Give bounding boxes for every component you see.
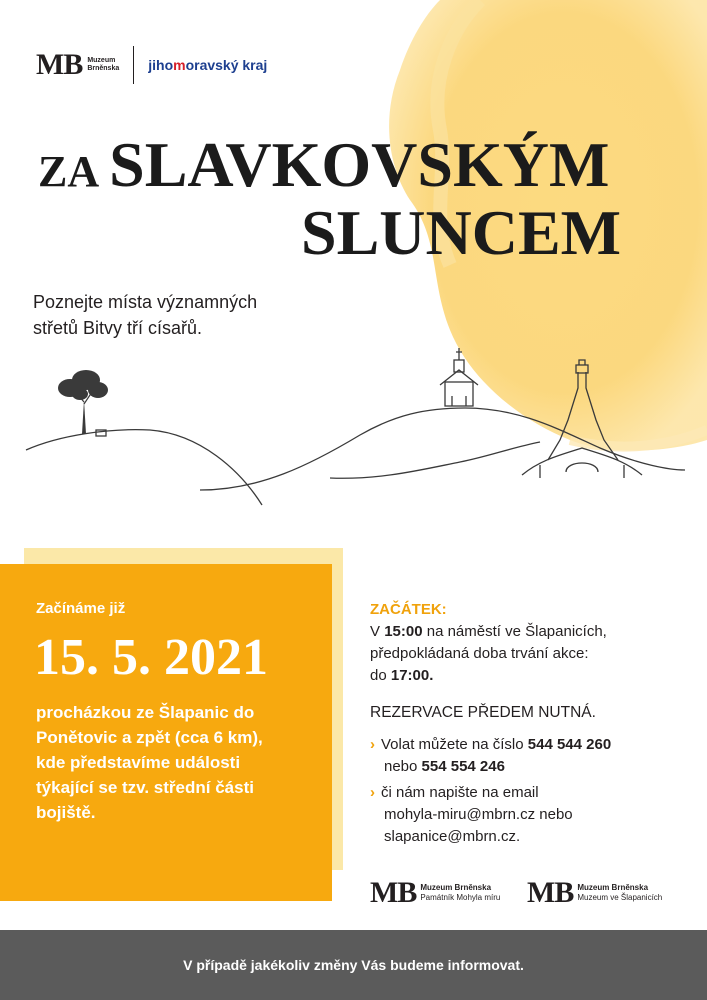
contact-email: › či nám napište na email mohyla-miru@mbrn.cz nebo slapanice@mbrn.cz. xyxy=(370,784,573,845)
email-link-2[interactable]: slapanice@mbrn.cz. xyxy=(384,828,521,845)
tree-drawing xyxy=(58,370,108,434)
event-description: procházkou ze Šlapanic do Ponětovic a zpět (cca 6 km), kde představíme události týkající se tzv. střední části bojiště. xyxy=(36,703,263,822)
logo-muzeum-slapanice: MB Muzeum Brněnska Muzeum ve Šlapanicích xyxy=(527,876,663,909)
monument-drawing xyxy=(522,360,642,478)
start-info: ZAČÁTEK: V 15:00 na náměstí ve Šlapanicích, předpokládaná doba trvání akce: do 17:00. xyxy=(370,601,607,684)
header-logos xyxy=(36,46,267,84)
landscape-illustration xyxy=(0,330,707,550)
muzeum-brnenska-logo: MB xyxy=(36,48,83,81)
reservation-note: REZERVACE PŘEDEM NUTNÁ. xyxy=(370,704,596,721)
intro-text: Začínáme již xyxy=(36,600,126,617)
chapel-body xyxy=(445,382,473,406)
start-label: ZAČÁTEK: xyxy=(370,601,447,618)
hill-left-line xyxy=(26,430,262,505)
email-link-1[interactable]: mohyla-miru@mbrn.cz xyxy=(384,806,536,823)
subtitle: Poznejte místa významných střetů Bitvy tří císařů. xyxy=(33,292,258,338)
logo-divider xyxy=(133,46,134,84)
chevron-right-icon: › xyxy=(370,736,375,753)
footer-notice: V případě jakékoliv změny Vás budeme informovat. xyxy=(0,930,707,1000)
page-title-line2: SLUNCEM xyxy=(301,197,622,268)
chevron-right-icon: › xyxy=(370,784,375,801)
page-title-line1: ZA SLAVKOVSKÝM xyxy=(38,129,610,200)
event-date: 15. 5. 2021 xyxy=(34,629,268,686)
museum-name: Muzeum Brněnska xyxy=(87,57,120,72)
event-date-box xyxy=(0,564,332,901)
hill-right-line xyxy=(330,442,540,478)
logo-pamatnik-mohyla-miru: MB Muzeum Brněnska Památník Mohyla míru xyxy=(370,876,501,909)
hill-middle-line xyxy=(200,408,685,490)
contact-phone: › Volat můžete na číslo 544 544 260 nebo 554 554 246 xyxy=(370,736,612,775)
jihomoravsky-kraj-logo: jihomoravský kraj xyxy=(148,57,268,73)
